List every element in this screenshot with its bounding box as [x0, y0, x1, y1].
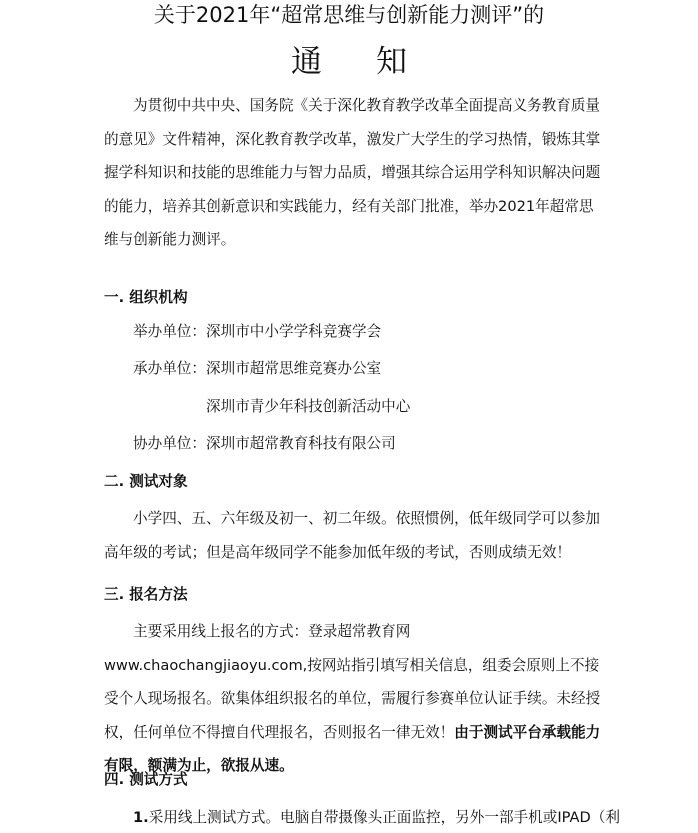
section-heading-registration: 三. 报名方法	[104, 586, 188, 603]
participants-paragraph: 小学四、五、六年级及初一、初二年级。依照惯例，低年级同学可以参加高年级的考试；但是高年级同学不能参加低年级的考试，否则成绩无效！	[104, 510, 601, 561]
host-label: 举办单位：	[133, 323, 206, 340]
item-number: 1.	[133, 809, 149, 826]
section-heading-organization: 一. 组织机构	[104, 289, 188, 306]
undertake-row-2	[206, 397, 410, 417]
assist-row	[133, 434, 396, 454]
test-method-item-1	[133, 808, 620, 828]
registration-bold-note: 由于测试平台承载能力有限，额满为止，欲报从速。	[104, 723, 601, 774]
assist-value: 深圳市超常教育科技有限公司	[206, 435, 396, 452]
document-title: 关于2021年“超常思维与创新能力测评”的	[153, 3, 545, 27]
item-text: 采用线上测试方式。电脑自带摄像头正面监控，另外一部手机或IPAD（利	[148, 809, 620, 826]
undertake-value-2: 深圳市青少年科技创新活动中心	[206, 398, 411, 415]
registration-text: 主要采用线上报名的方式：登录超常教育网 www.chaochangjiaoyu.com,按网站指引填写相关信息，组委会原则上不接受个人现场报名。欲集体组织报名的单位，需履行参赛单位认证手续。未经授权，任何单位不得擅自代理报名，否则报名一律无效！	[104, 623, 601, 741]
registration-paragraph	[104, 615, 608, 783]
host-row	[133, 322, 381, 342]
intro-paragraph: 为贯彻中共中央、国务院《关于深化教育教学改革全面提高义务教育质量的意见》文件精神，深化教育教学改革，激发广大学生的学习热情，锻炼其掌握学科知识和技能的思维能力与智力品质，增强其综合运用学科知识解决问题的能力，培养其创新意识和实践能力，经有关部门批准，举办2021年超常思维与创新能力测评。	[104, 97, 601, 248]
undertake-value-1: 深圳市超常思维竞赛办公室	[206, 360, 382, 377]
section-heading-test-method: 四. 测试方式	[104, 771, 188, 788]
undertake-label: 承办单位：	[133, 360, 206, 377]
undertake-row	[133, 359, 381, 379]
host-value: 深圳市中小学学科竞赛学会	[206, 323, 382, 340]
assist-label: 协办单位：	[133, 435, 206, 452]
section-heading-participants: 二. 测试对象	[104, 473, 188, 490]
document-subtitle: 通知	[291, 44, 461, 80]
